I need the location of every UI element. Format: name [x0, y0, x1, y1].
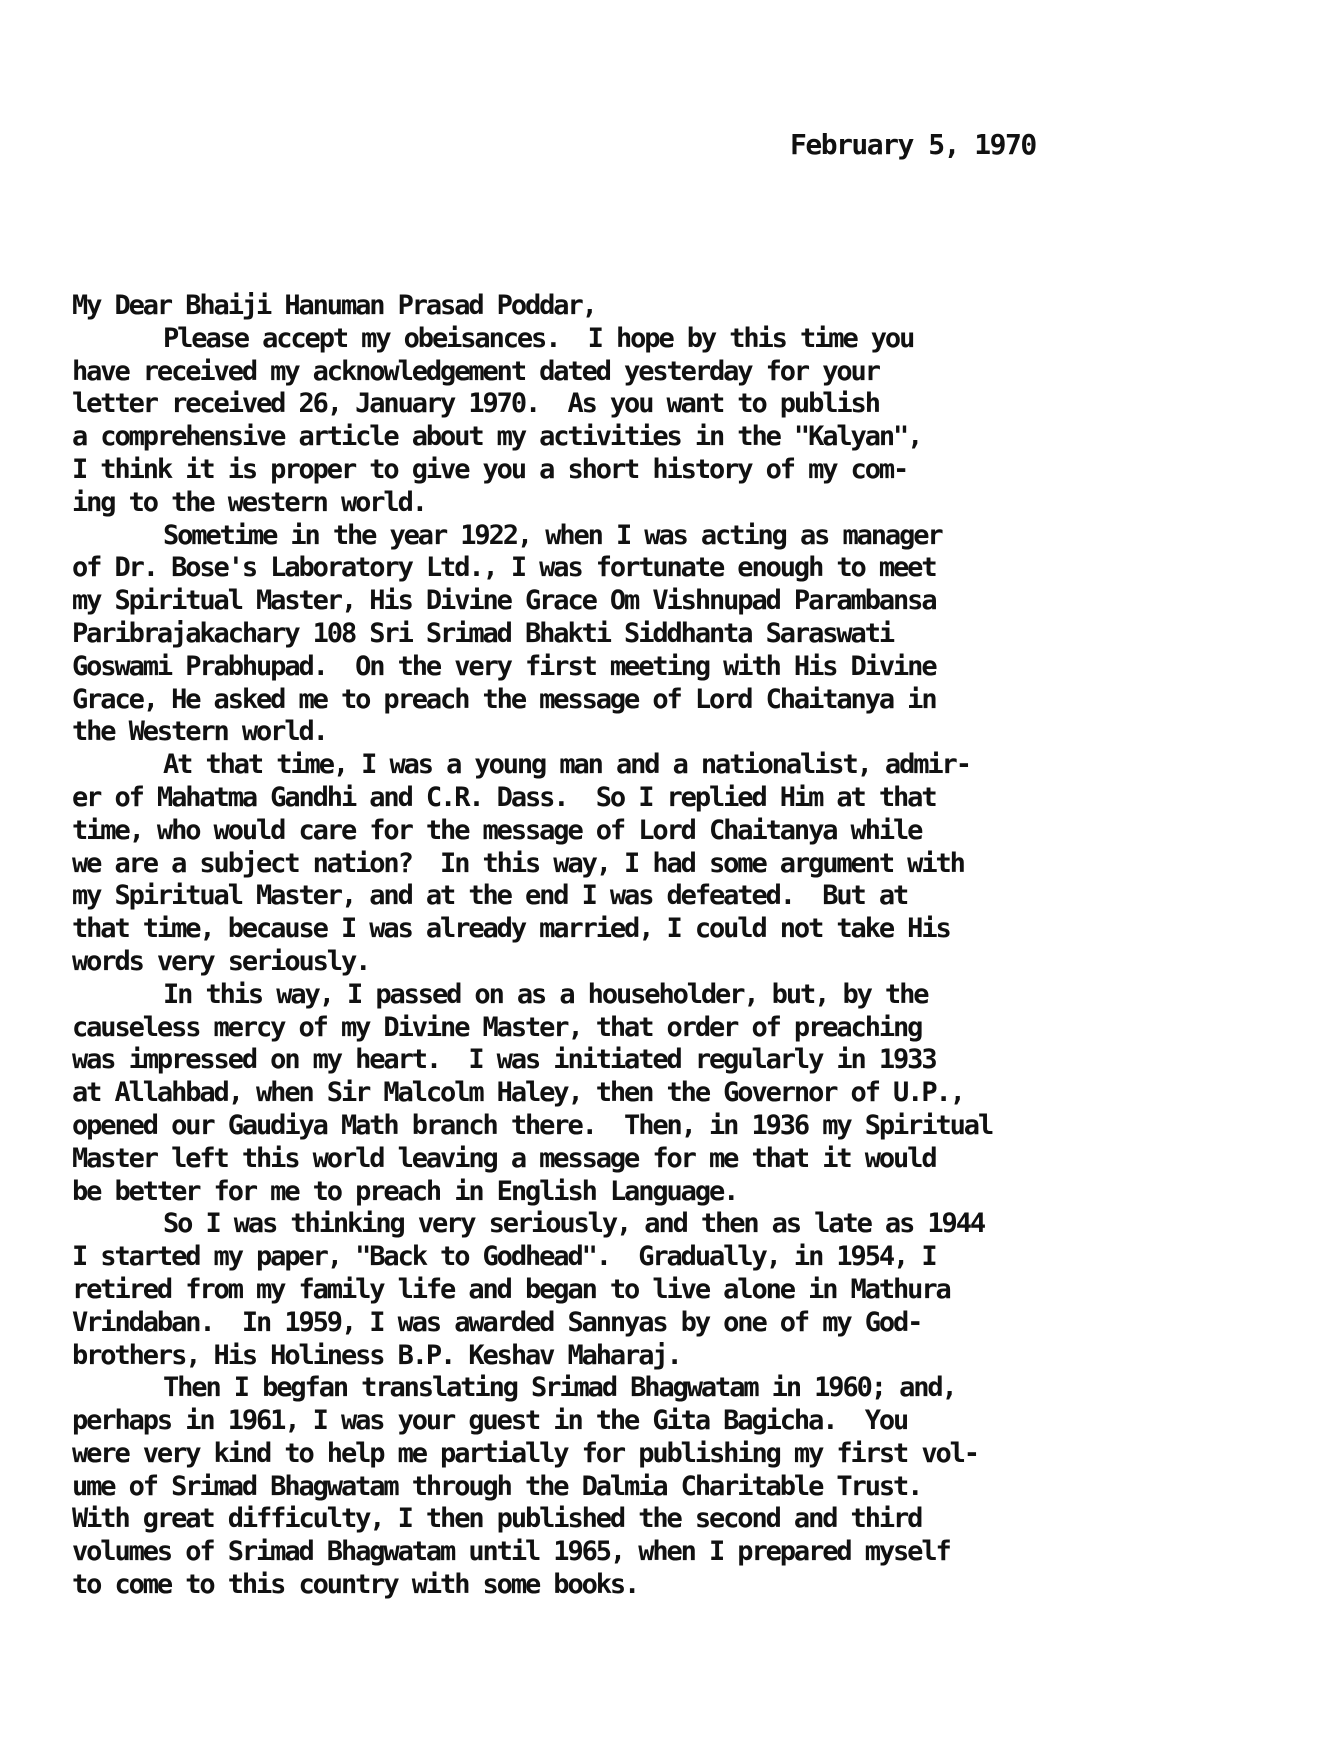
letter-line: letter received 26, January 1970. As you want to publish: [72, 388, 879, 420]
letter-line: time, who would care for the message of Lord Chaitanya while: [72, 814, 922, 846]
letter-line: So I was thinking very seriously, and then as late as 1944: [163, 1208, 985, 1240]
letter-line: Please accept my obeisances. I hope by this time you: [163, 322, 914, 354]
letter-line: Then I begfan translating Srimad Bhagwatam in 1960; and,: [163, 1372, 956, 1404]
letter-line: at Allahbad, when Sir Malcolm Haley, then the Governor of U.P.,: [72, 1077, 964, 1109]
letter-line: brothers, His Holiness B.P. Keshav Maharaj.: [72, 1339, 681, 1371]
letter-line: to come to this country with some books.: [72, 1569, 639, 1601]
letter-line: causeless mercy of my Divine Master, that order of preaching: [72, 1011, 922, 1043]
letter-line: opened our Gaudiya Math branch there. Then, in 1936 my Spiritual: [72, 1109, 993, 1141]
letter-line: Grace, He asked me to preach the message of Lord Chaitanya in: [72, 683, 936, 715]
letter-line: ing to the western world.: [72, 486, 426, 518]
letter-line: perhaps in 1961, I was your guest in the Gita Bagicha. You: [72, 1405, 908, 1437]
letter-line: the Western world.: [72, 716, 327, 748]
letter-line: have received my acknowledgement dated yesterday for your: [72, 355, 879, 387]
letter-line: At that time, I was a young man and a nationalist, admir-: [163, 749, 970, 781]
letter-line: Vrindaban. In 1959, I was awarded Sannyas by one of my God-: [72, 1306, 922, 1338]
letter-body: [72, 290, 1312, 1602]
letter-line: Paribrajakachary 108 Sri Srimad Bhakti Siddhanta Saraswati: [72, 617, 894, 649]
letter-line: er of Mahatma Gandhi and C.R. Dass. So I replied Him at that: [72, 781, 936, 813]
letter-line: that time, because I was already married, I could not take His: [72, 913, 950, 945]
letter-line: were very kind to help me partially for publishing my first vol-: [72, 1437, 978, 1469]
letter-line: of Dr. Bose's Laboratory Ltd., I was fortunate enough to meet: [72, 552, 936, 584]
letter-date: February 5, 1970: [790, 128, 1036, 161]
letter-line: a comprehensive article about my activities in the "Kalyan",: [72, 421, 922, 453]
letter-line: With great difficulty, I then published the second and third: [72, 1503, 922, 1535]
letter-line: be better for me to preach in English Language.: [72, 1175, 738, 1207]
letter-line: was impressed on my heart. I was initiated regularly in 1933: [72, 1044, 936, 1076]
letter-line: Goswami Prabhupad. On the very first meeting with His Divine: [72, 650, 936, 682]
letter-line: my Spiritual Master, His Divine Grace Om Vishnupad Parambansa: [72, 585, 936, 617]
letter-line: In this way, I passed on as a householder, but, by the: [163, 978, 928, 1010]
letter-line: retired from my family life and began to live alone in Mathura: [72, 1273, 950, 1305]
letter-line: ume of Srimad Bhagwatam through the Dalmia Charitable Trust.: [72, 1470, 922, 1502]
letter-line: My Dear Bhaiji Hanuman Prasad Poddar,: [72, 290, 596, 321]
letter-line: my Spiritual Master, and at the end I was defeated. But at: [72, 880, 908, 912]
letter-line: we are a subject nation? In this way, I had some argument with: [72, 847, 964, 879]
letter-line: Sometime in the year 1922, when I was acting as manager: [163, 519, 942, 551]
letter-line: Master left this world leaving a message for me that it would: [72, 1142, 936, 1174]
letter-line: I think it is proper to give you a short history of my com-: [72, 453, 908, 485]
letter-line: words very seriously.: [72, 945, 370, 977]
letter-line: I started my paper, "Back to Godhead". Gradually, in 1954, I: [72, 1241, 936, 1273]
letter-line: volumes of Srimad Bhagwatam until 1965, when I prepared myself: [72, 1536, 950, 1568]
